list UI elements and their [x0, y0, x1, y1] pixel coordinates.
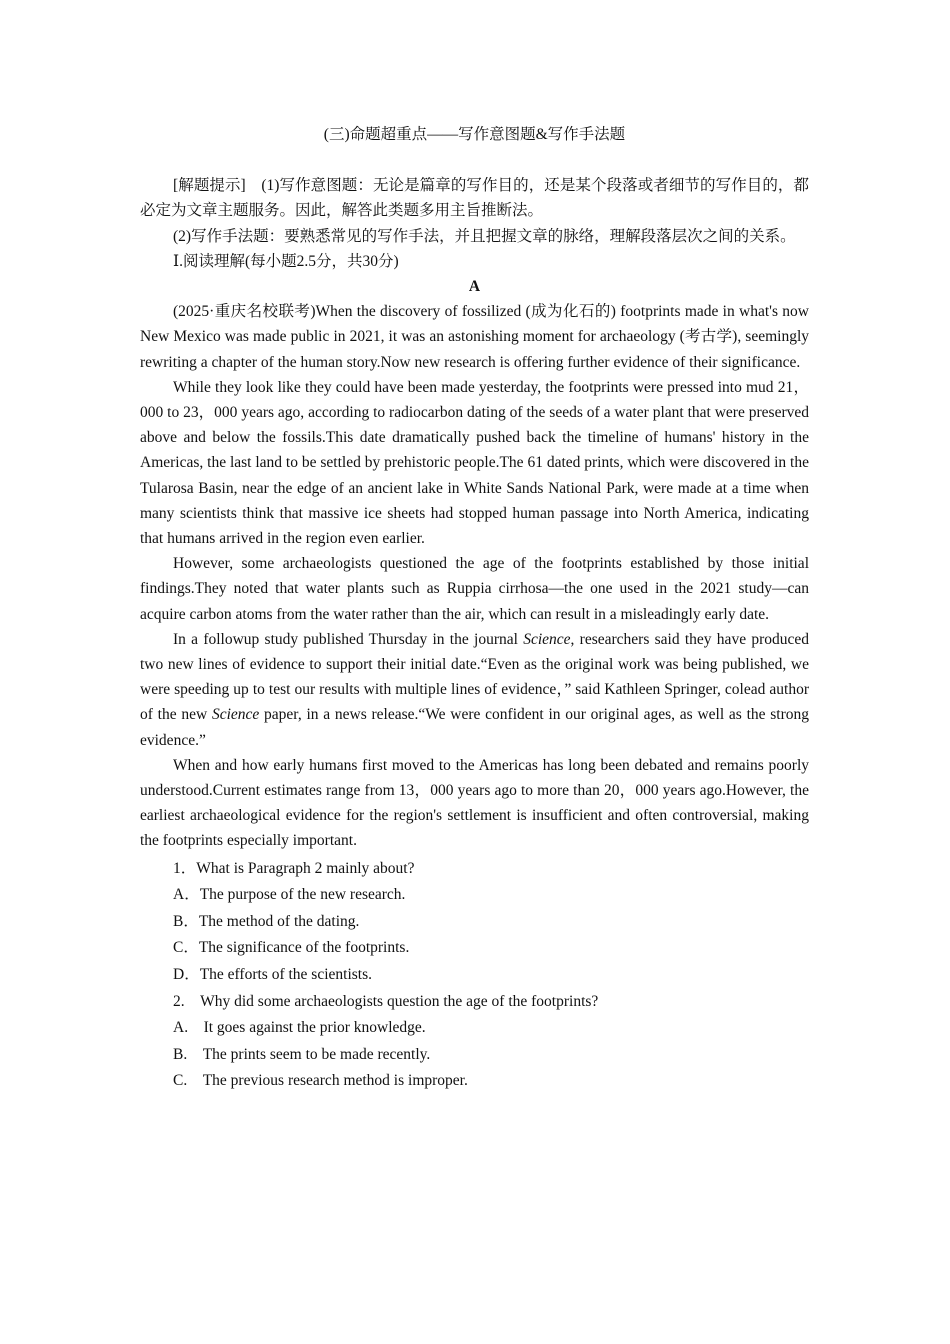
passage-paragraph-1: (2025·重庆名校联考)When the discovery of fossilized (成为化石的) footprints made in what's now New Mexico was made public in 2021, it was an astonishing moment for archaeology (考古学), seemingly rewriting a chapter of the human story.Now new research is offering further evidence of their significance. — [140, 303, 809, 371]
section-heading: Ⅰ.阅读理解(每小题2.5分，共30分) — [173, 252, 399, 270]
passage-paragraph-3: However, some archaeologists questioned the age of the footprints established by those initial findings.They noted that water plants such as Ruppia cirrhosa—the one used in the 2021 study—can acquire carbon atoms from the water rather than the air, which can result in a misleadingly early date. — [140, 555, 809, 623]
question-stem: 2. Why did some archaeologists question the age of the footprints? — [173, 992, 599, 1010]
answer-option[interactable]: C. The previous research method is improper. — [173, 1072, 468, 1090]
answer-option[interactable]: D．The efforts of the scientists. — [173, 966, 373, 984]
question-2 — [140, 989, 809, 1095]
answer-option[interactable]: B. The prints seem to be made recently. — [173, 1045, 431, 1063]
passage-paragraph-5: When and how early humans first moved to the Americas has long been debated and remains poorly understood.Current estimates range from 13，000 years ago to more than 20，000 years ago.However, the earliest archaeological evidence for the region's settlement is insufficient and often controversial, making the footprints especially important. — [140, 756, 809, 850]
question-1 — [140, 856, 809, 989]
p4-text-1: In a followup study published Thursday in the journal — [173, 630, 524, 648]
passage-paragraph-2: While they look like they could have been made yesterday, the footprints were pressed into mud 21，000 to 23，000 years ago, according to radiocarbon dating of the seeds of a water plant that were preserved above and below the fossils.This date dramatically pushed back the timeline of humans' history in the Americas, the last land to be settled by prehistoric people.The 61 dated prints, which were discovered in the Tularosa Basin, near the edge of an ancient lake in White Sands National Park, were made at a time when many scientists think that massive ice sheets had stopped human passage into North America, indicating that humans arrived in the region even earlier. — [140, 378, 809, 548]
answer-option[interactable]: B．The method of the dating. — [173, 912, 360, 930]
tip-writing-intent: [解题提示] (1)写作意图题：无论是篇章的写作目的，还是某个段落或者细节的写作目的，都必定为文章主题服务。因此，解答此类题多用主旨推断法。 — [140, 177, 809, 220]
tip-writing-technique: (2)写作手法题：要熟悉常见的写作手法，并且把握文章的脉络，理解段落层次之间的关系。 — [173, 227, 796, 245]
p4-text-2: , researchers said they have produced two new lines of evidence to support their initial date.“Even as the original work was being published, we were speeding up to test our results with multiple lines of evidence，” said Kathleen Springer, colead author of the new — [140, 630, 810, 724]
passage-paragraph-4 — [140, 627, 809, 753]
answer-option[interactable]: A. It goes against the prior knowledge. — [173, 1019, 426, 1037]
question-stem: 1．What is Paragraph 2 mainly about? — [173, 859, 415, 877]
answer-option[interactable]: C．The significance of the footprints. — [173, 939, 410, 957]
page-title: (三)命题超重点——写作意图题&写作手法题 — [323, 126, 626, 143]
journal-name: Science — [523, 630, 571, 648]
document-page — [140, 122, 809, 1095]
answer-option[interactable]: A．The purpose of the new research. — [173, 886, 406, 904]
journal-name-2: Science — [211, 706, 260, 724]
p4-text-3: paper, in a news release.“We were confident in our original ages, as well as the strong evidence.” — [140, 706, 810, 749]
passage-letter: A — [468, 278, 481, 296]
